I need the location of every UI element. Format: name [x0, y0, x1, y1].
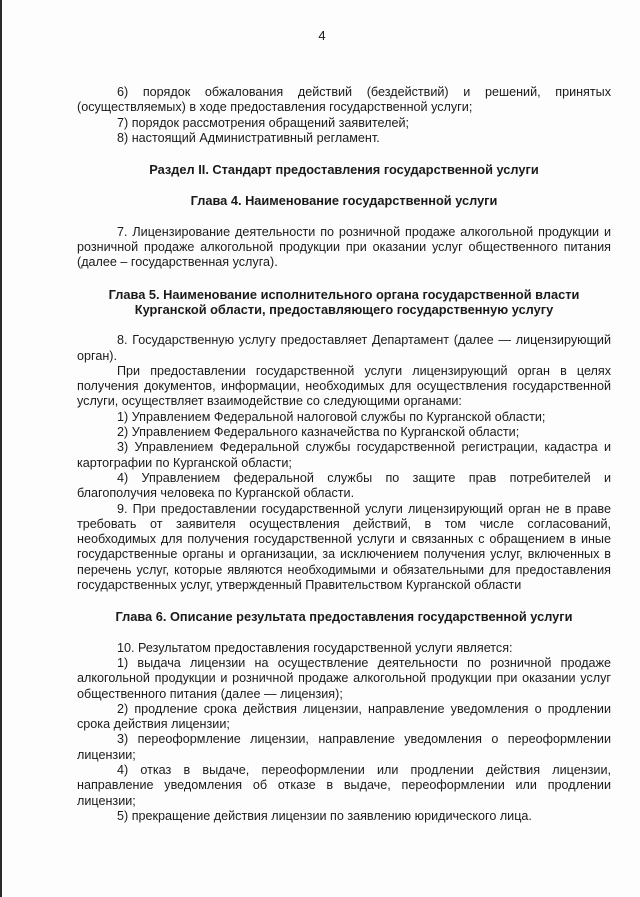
list-item: 4) отказ в выдаче, переоформлении или продлении действия лицензии, направление уведомления об отказе в выдаче, переоформлении или продлении лицензии;	[77, 762, 611, 808]
list-item: 4) Управлением федеральной службы по защите прав потребителей и благополучия человека по Курганской области.	[77, 470, 611, 501]
page-number: 4	[318, 28, 326, 43]
chapter-6-title: Глава 6. Описание результата предоставления государственной услуги	[115, 609, 573, 625]
paragraph: 8. Государственную услугу предоставляет Департамент (далее — лицензирующий орган).	[77, 333, 611, 363]
list-item: 2) Управлением Федерального казначейства по Курганской области;	[117, 425, 520, 440]
paragraph: 9. При предоставлении государственной услуги лицензирующий орган не в праве требовать от заявителя осуществления действий, в том числе согласований, необходимых для получения государственной услуги и связанных с обращением в иные государственные органы и организации, за исключением получения услуг, включенных в перечень услуг, которые являются необходимыми и обязательными для предоставления государственных услуг, утвержденный Правительством Курганской области	[77, 501, 611, 593]
list-item: 6) порядок обжалования действий (бездействий) и решений, принятых (осуществляемых) в ходе предоставления государственной услуги;	[77, 85, 611, 115]
chapter-4-title: Глава 4. Наименование государственной услуги	[190, 193, 498, 209]
list-item: 3) переоформление лицензии, направление уведомления о переоформлении лицензии;	[77, 732, 611, 762]
document-body	[77, 85, 611, 824]
paragraph: При предоставлении государственной услуги лицензирующий орган в целях получения документов, информации, необходимых для осуществления государственной услуги, осуществляет взаимодействие со следующими органами:	[77, 363, 611, 409]
list-item: 3) Управлением Федеральной службы государственной регистрации, кадастра и картографии по Курганской области;	[77, 440, 611, 470]
list-item: 1) выдача лицензии на осуществление деятельности по розничной продаже алкогольной продукции и розничной продаже алкогольной продукции при оказании услуг общественного питания (далее — лицензия);	[77, 655, 611, 701]
chapter-5-title: Глава 5. Наименование исполнительного органа государственной власти Курганской области, предоставляющего государственную услугу	[108, 286, 580, 317]
paragraph: 7. Лицензирование деятельности по розничной продаже алкогольной продукции и розничной продаже алкогольной продукции при оказании услуг общественного питания (далее – государственная услуга).	[77, 224, 611, 270]
section-title: Раздел II. Стандарт предоставления государственной услуги	[149, 162, 539, 178]
paragraph: 10. Результатом предоставления государственной услуги является:	[117, 640, 513, 655]
list-item: 2) продление срока действия лицензии, направление уведомления о продлении срока действия лицензии;	[77, 701, 611, 732]
list-item: 1) Управлением Федеральной налоговой службы по Курганской области;	[117, 409, 546, 424]
list-item: 7) порядок рассмотрения обращений заявителей;	[117, 115, 410, 130]
list-item: 5) прекращение действия лицензии по заявлению юридического лица.	[117, 808, 532, 823]
list-item: 8) настоящий Административный регламент.	[117, 130, 380, 145]
